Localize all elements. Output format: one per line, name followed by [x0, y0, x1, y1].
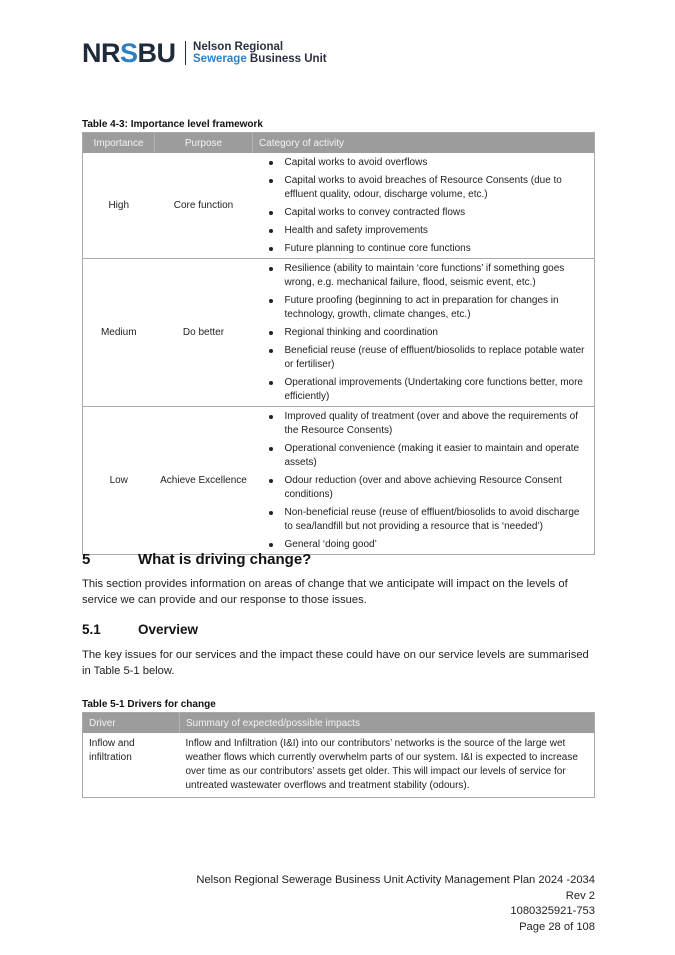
- list-item: Capital works to avoid breaches of Resource Consents (due to effluent quality, odour, discharge volume, etc.): [265, 174, 589, 202]
- section-5-1-heading: [82, 622, 198, 637]
- importance-framework-table: [82, 132, 595, 555]
- list-item: Operational improvements (Undertaking core functions better, more efficiently): [265, 376, 589, 404]
- importance-cell: Low: [83, 407, 155, 555]
- table-row: [83, 259, 595, 407]
- footer-revision: Rev 2: [565, 889, 595, 902]
- section-5-1-body: The key issues for our services and the impact these could have on our service levels are summarised in Table 5-1 below.: [82, 649, 589, 677]
- section-title: Overview: [138, 622, 199, 637]
- section-title: What is driving change?: [138, 551, 312, 568]
- organisation-logo: [82, 38, 327, 68]
- driver-cell: Inflow and infiltration: [83, 733, 180, 798]
- table-row: [83, 153, 595, 259]
- footer-page-number: Page 28 of 108: [519, 920, 595, 933]
- logo-org-name: Nelson Regional Sewerage Business Unit: [193, 40, 327, 65]
- list-item: Regional thinking and coordination: [265, 326, 589, 340]
- list-item: Health and safety improvements: [265, 224, 589, 238]
- table-4-3-caption: Table 4-3: Importance level framework: [82, 119, 263, 130]
- list-item: Resilience (ability to maintain ‘core functions’ if something goes wrong, e.g. mechanical failure, flood, seismic event, etc.): [265, 262, 589, 290]
- list-item: Improved quality of treatment (over and above the requirements of the Resource Consents): [265, 410, 589, 438]
- table-5-1-caption: Table 5-1 Drivers for change: [82, 699, 216, 710]
- importance-cell: High: [83, 153, 155, 259]
- table-row: [83, 407, 595, 555]
- list-item: Future planning to continue core functions: [265, 242, 589, 256]
- list-item: Non-beneficial reuse (reuse of effluent/biosolids to avoid discharge to sea/landfill but not providing a resource that is ‘needed’): [265, 506, 589, 534]
- section-5-heading: [82, 551, 311, 568]
- category-cell: [253, 259, 595, 407]
- purpose-cell: Core function: [155, 153, 253, 259]
- list-item: Future proofing (beginning to act in preparation for changes in technology, growth, climate changes, etc.): [265, 294, 589, 322]
- drivers-for-change-table: [82, 712, 595, 798]
- page-footer: [196, 873, 595, 935]
- column-header-purpose: Purpose: [155, 133, 253, 154]
- importance-cell: Medium: [83, 259, 155, 407]
- list-item: Capital works to convey contracted flows: [265, 206, 589, 220]
- list-item: Capital works to avoid overflows: [265, 156, 589, 170]
- footer-document-id: 1080325921-753: [510, 905, 595, 917]
- list-item: Operational convenience (making it easier to maintain and operate assets): [265, 442, 589, 470]
- column-header-importance: Importance: [83, 133, 155, 154]
- column-header-summary: Summary of expected/possible impacts: [180, 713, 595, 734]
- section-5-body: This section provides information on areas of change that we anticipate will impact on the levels of service we can provide and our response to those issues.: [82, 578, 568, 606]
- logo-wordmark: NRSBU: [82, 38, 176, 68]
- category-cell: [253, 153, 595, 259]
- category-cell: [253, 407, 595, 555]
- logo-divider: [185, 41, 187, 65]
- column-header-category: Category of activity: [253, 133, 595, 154]
- purpose-cell: Achieve Excellence: [155, 407, 253, 555]
- table-row: [83, 733, 595, 798]
- purpose-cell: Do better: [155, 259, 253, 407]
- list-item: General ‘doing good’: [265, 538, 589, 552]
- footer-document-title: Nelson Regional Sewerage Business Unit Activity Management Plan 2024 -2034: [196, 874, 595, 886]
- column-header-driver: Driver: [83, 713, 180, 734]
- section-number: 5: [82, 551, 91, 568]
- list-item: Beneficial reuse (reuse of effluent/biosolids to replace potable water or fertiliser): [265, 344, 589, 372]
- section-number: 5.1: [82, 622, 101, 637]
- summary-cell: Inflow and Infiltration (I&I) into our contributors’ networks is the source of the large wet weather flows which currently overwhelm parts of our system. I&I is expected to increase over time as our contributors’ assets get older. This will impact our levels of service for untreated wastewater overflows and treatment stability (odours).: [180, 733, 595, 798]
- list-item: Odour reduction (over and above achieving Resource Consent conditions): [265, 474, 589, 502]
